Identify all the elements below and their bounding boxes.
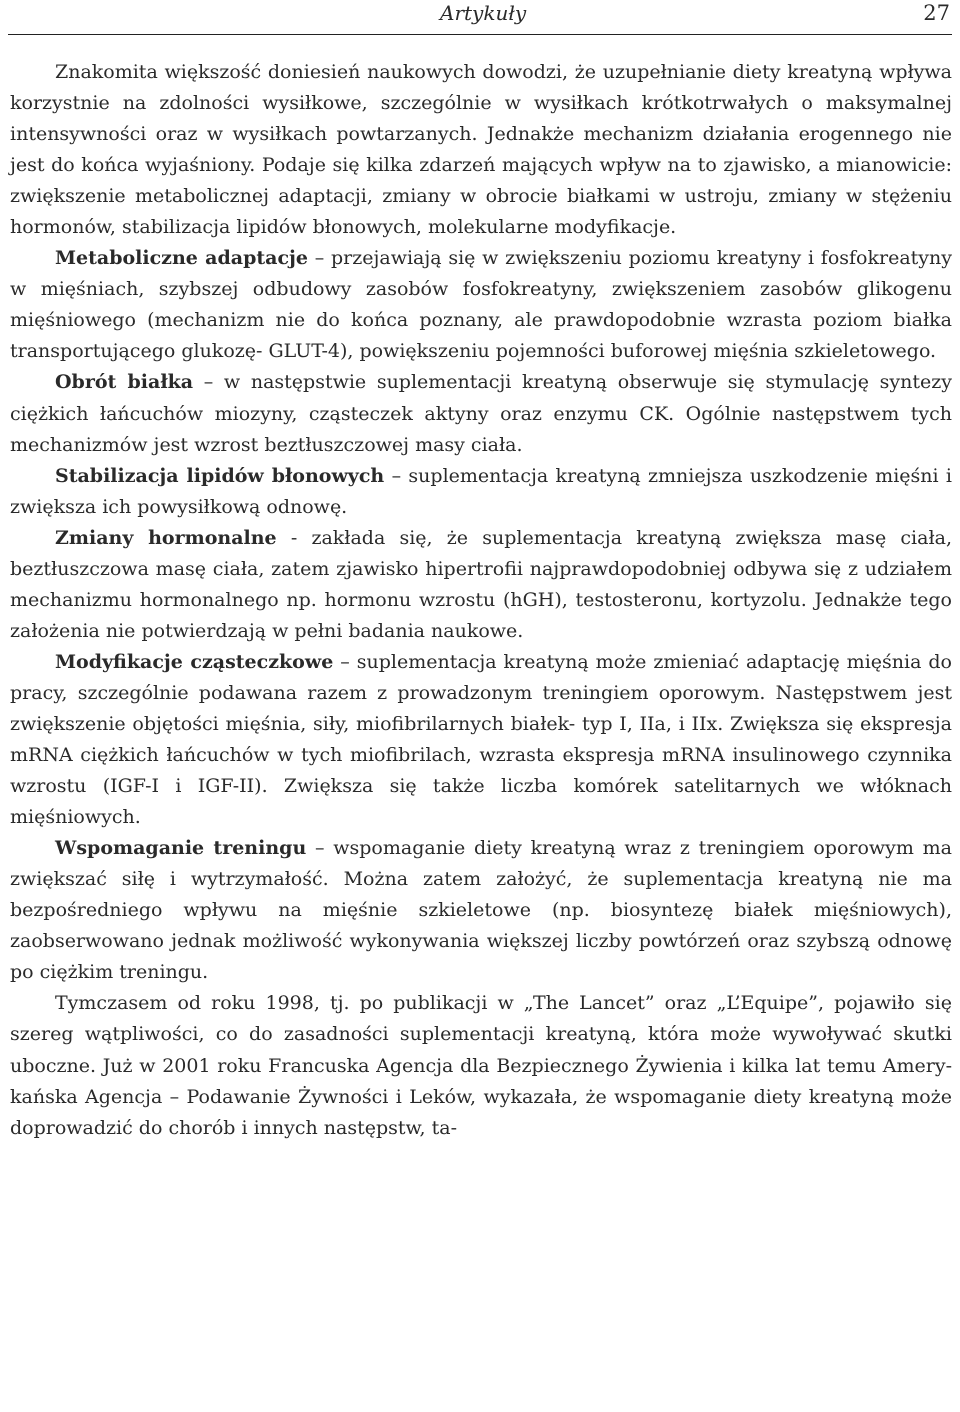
term-heading: Wspomaganie treningu: [55, 837, 307, 860]
paragraph-molecular-modifications: [10, 647, 952, 833]
term-heading: Modyfikacje cząsteczkowe: [55, 650, 334, 673]
term-heading: Zmiany hormonalne: [55, 526, 277, 549]
paragraph-training-support: [10, 833, 952, 988]
paragraph-lipid-stabilization: [10, 461, 952, 523]
article-body: [10, 57, 952, 1144]
term-heading: Stabilizacja lipidów błonowych: [55, 464, 385, 487]
term-heading: Obrót białka: [55, 371, 194, 394]
paragraph-intro: [10, 57, 952, 243]
paragraph-text: Znakomita większość doniesień naukowych dowodzi, że uzupełnianie diety kreatyną wpływa korzystnie na zdolności wysiłkowe, szczególnie w wysiłkach krótkotrwałych o maksymalnej intensywności oraz w wysiłkach powtarzanych. Jednakże mechanizm działania erogennego nie jest do końca wyjaśniony. Podaje się kilka zdarzeń mających wpływ na to zjawisko, a mianowicie: zwiększenie metabolicznej adaptacji, zmiany w obrocie białkami w ustroju, zmiany w stężeniu hormonów, stabilizacja lipidów błonowych, molekularne modyfikacje.: [10, 61, 952, 239]
paragraph-hormonal-changes: [10, 523, 952, 647]
term-heading: Metaboliczne adaptacje: [55, 247, 308, 270]
paragraph-text: - zakłada się, że suplementacja kreatyną zwiększa masę ciała, beztłuszczowa masę ciała, zatem zjawisko hipertrofii najprawdopodobniej odbywa się z udziałem mechanizmu hormonalnego np. hormonu wzrostu (hGH), testosteronu, kortyzolu. Jednakże tego założenia nie potwierdzają w pełni badania naukowe.: [10, 526, 952, 642]
paragraph-text: – wspomaganie diety kreatyną wraz z treningiem oporowym ma zwiększać siłę i wytrzymałość. Można zatem założyć, że suplementacja kreatyną nie ma bezpośredniego wpływu na mięśnie szkieletowe (np. biosyntezę białek mięśniowych), zaobserwowano jednak możliwość wykonywania większej liczby powtórzeń oraz szybszą odnowę po ciężkim treningu.: [10, 837, 952, 984]
paragraph-side-effects: [10, 988, 952, 1143]
paragraph-text: – w następstwie suplementacji kreatyną obserwuje się stymulację syntezy ciężkich łańcuchów miozyny, cząsteczek aktyny oraz enzymu CK. Ogólnie następstwem tych mechanizmów jest wzrost beztłuszczowej masy ciała.: [10, 371, 952, 456]
running-header-section: Artykuły: [440, 1, 527, 25]
paragraph-protein-turnover: [10, 367, 952, 460]
paragraph-metabolic-adaptations: [10, 243, 952, 367]
page-header: [8, 0, 952, 35]
paragraph-text: – przejawiają się w zwiększeniu poziomu kreatyny i fosfokreatyny w mięśniach, szybszej odbudowy zasobów fosfokreatyny, zwiększeniem zasobów glikogenu mięśniowego (mechanizm nie do końca poznany, ale prawdopodobnie wzrasta poziom białka transportującego glukozę- GLUT-4), powiększeniu pojemności buforowej mięśnia szkieletowego.: [10, 247, 952, 363]
paragraph-text: Tymczasem od roku 1998, tj. po publikacji w „The Lancet” oraz „L’Equipe”, pojawiło się szereg wątpliwości, co do zasadności suplementacji kreatyną, która może wywoływać skutki uboczne. Już w 2001 roku Francuska Agencja dla Bezpiecznego Żywienia i kilka lat temu Amerykańska Agencja – Podawanie Żywności i Leków, wykazała, że wspomaganie diety kreatyną może doprowadzić do chorób i innych następstw, ta-: [10, 992, 952, 1139]
paragraph-text: – suplementacja kreatyną może zmieniać adaptację mięśnia do pracy, szczególnie podawana razem z prowadzonym treningiem oporowym. Następstwem jest zwiększenie objętości mięśnia, siły, miofibrilarnych białek- typ I, IIa, i IIx. Zwiększa się ekspresja mRNA ciężkich łańcuchów w tych miofibrilach, wzrasta ekspresja mRNA insulinowego czynnika wzrostu (IGF-I i IGF-II). Zwiększa się także liczba komórek satelitarnych we włóknach mięśniowych.: [10, 650, 952, 829]
page-number: 27: [923, 1, 950, 25]
paragraph-text: – suplementacja kreatyną zmniejsza uszkodzenie mięśni i zwiększa ich powysiłkową odnowę.: [10, 464, 952, 518]
